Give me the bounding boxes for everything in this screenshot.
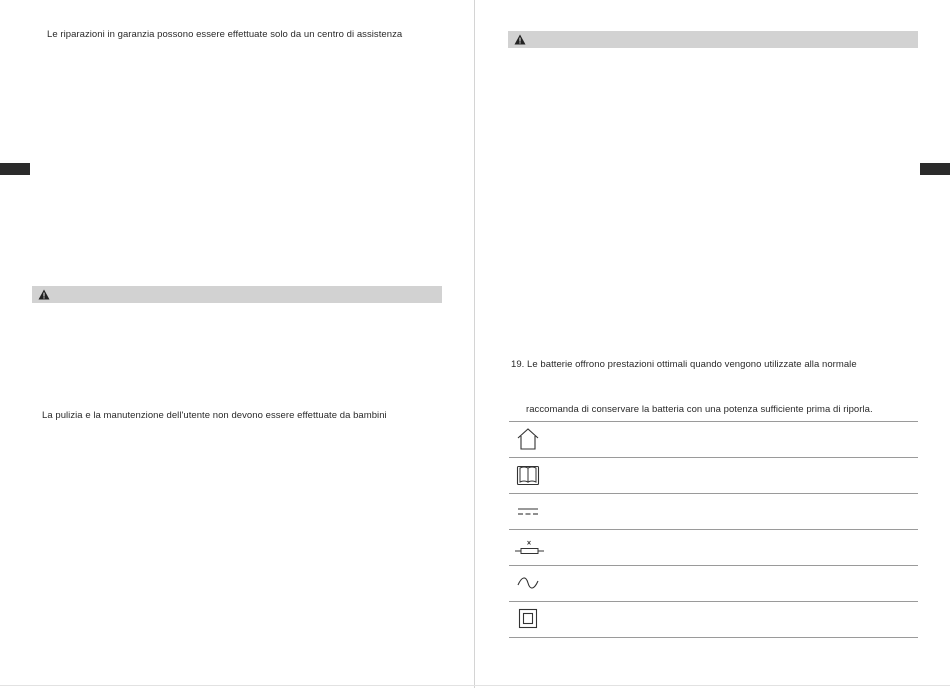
- indoor-use-house-icon: [515, 427, 541, 451]
- alternating-current-icon: [515, 571, 541, 595]
- left-page: [0, 0, 474, 688]
- symbol-row: [509, 529, 918, 565]
- battery-text-line-1: 19. Le batterie offrono prestazioni ottimali quando vengono utilizzate alla normale: [511, 359, 857, 370]
- read-manual-book-icon: [515, 463, 541, 487]
- right-warning-bar: [508, 31, 918, 48]
- warning-triangle-icon: [38, 289, 50, 300]
- warning-triangle-icon: [514, 34, 526, 45]
- double-insulation-icon: [515, 607, 541, 631]
- left-warning-bar: [32, 286, 442, 303]
- fuse-icon: [515, 535, 541, 559]
- symbol-row: [509, 457, 918, 493]
- left-section-tab: [0, 163, 30, 175]
- symbol-row: [509, 565, 918, 601]
- symbol-row: [509, 493, 918, 529]
- battery-text-line-2: raccomanda di conservare la batteria con una potenza sufficiente prima di riporla.: [526, 404, 873, 415]
- cleaning-text: La pulizia e la manutenzione dell'utente non devono essere effettuate da bambini: [42, 410, 387, 421]
- warranty-text: Le riparazioni in garanzia possono essere effettuate solo da un centro di assistenza: [47, 29, 403, 40]
- direct-current-icon: [515, 499, 541, 523]
- bottom-rule: [0, 685, 950, 686]
- symbol-row: [509, 421, 918, 457]
- right-section-tab: [920, 163, 950, 175]
- symbol-row: [509, 601, 918, 638]
- symbol-table: [509, 421, 918, 638]
